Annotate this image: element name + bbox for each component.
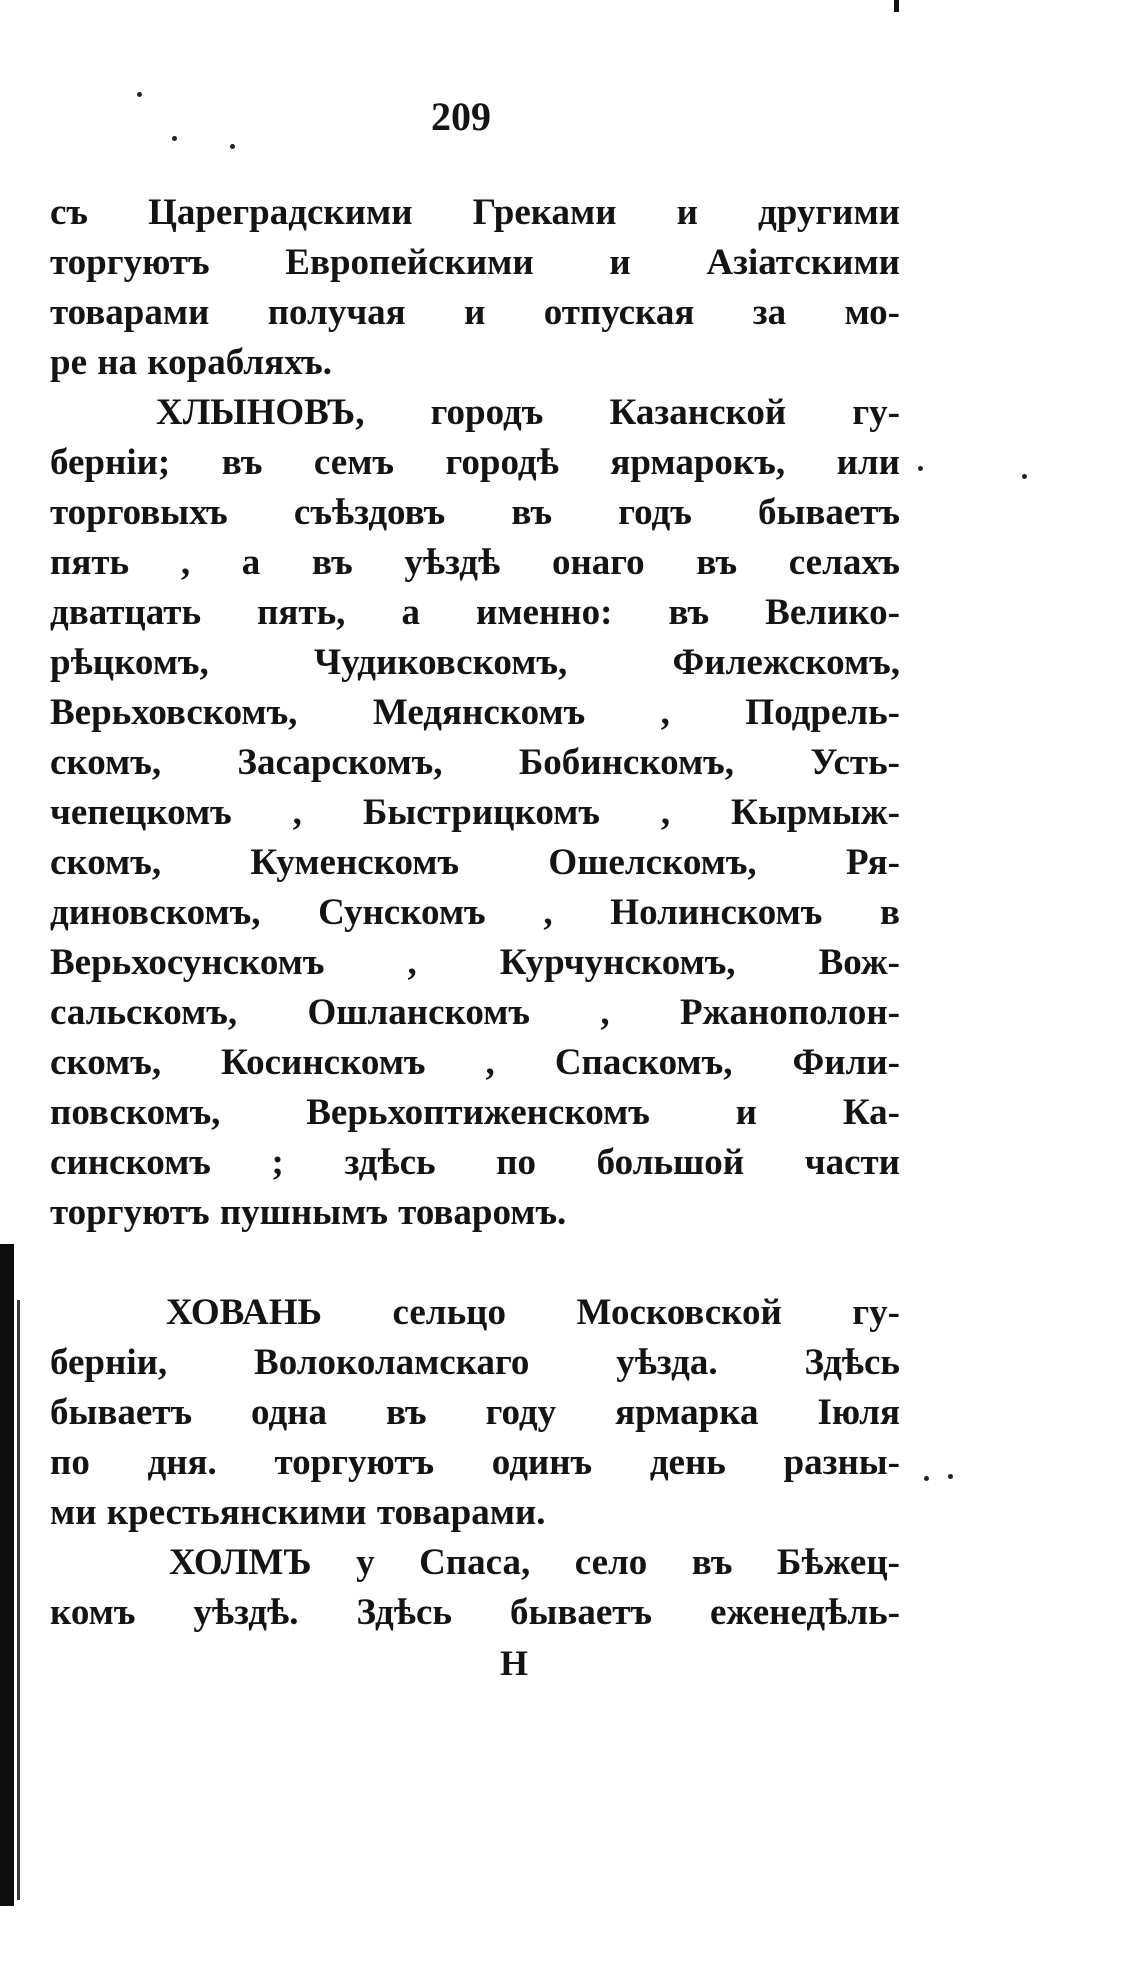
ink-speck: [137, 92, 142, 97]
text-line: товарами получая и отпуская за мо-: [50, 292, 900, 333]
text-line: комъ уѣздѣ. Здѣсь бываетъ еженедѣль-: [50, 1592, 900, 1633]
paragraph: [50, 388, 900, 1238]
text-line: диновскомъ, Сунскомъ , Нолинскомъ в: [50, 892, 900, 933]
ink-speck: [1022, 474, 1027, 479]
ink-speck: [924, 1476, 929, 1481]
paragraph: [50, 1288, 900, 1538]
text-line: синскомъ ; здѣсь по большой части: [50, 1142, 900, 1183]
paragraph: [50, 1538, 900, 1638]
ink-speck: [948, 1474, 953, 1479]
page-number: 209: [431, 94, 491, 139]
text-line: чепецкомъ , Быстрицкомъ , Кырмыж-: [50, 792, 900, 833]
text-line: берніи, Волоколамскаго уѣзда. Здѣсь: [50, 1342, 900, 1383]
signature-mark: Н: [500, 1643, 529, 1683]
text-line: скомъ, Косинскомъ , Спаскомъ, Фили-: [50, 1042, 900, 1083]
paragraph: [50, 188, 900, 388]
text-line: ХОВАНЬ сельцо Московской гу-: [166, 1292, 900, 1333]
ink-mark: [894, 0, 899, 12]
text-line: ХЛЫНОВЪ, городъ Казанской гу-: [156, 392, 900, 433]
text-line: бываетъ одна въ году ярмарка Іюля: [50, 1392, 900, 1433]
text-line: рѣцкомъ, Чудиковскомъ, Филежскомъ,: [50, 642, 900, 683]
text-line: дватцать пять, а именно: въ Велико-: [50, 592, 900, 633]
text-line: пять , а въ уѣздѣ онаго въ селахъ: [50, 542, 900, 583]
text-line: сальскомъ, Ошланскомъ , Ржанополон-: [50, 992, 900, 1033]
text-line: торговыхъ съѣздовъ въ годъ бываетъ: [50, 492, 900, 533]
text-line: скомъ, Засарскомъ, Бобинскомъ, Усть-: [50, 742, 900, 783]
ink-speck: [918, 466, 923, 471]
ink-speck: [230, 144, 235, 149]
text-block: [50, 188, 900, 1688]
text-line: Верьховскомъ, Медянскомъ , Подрель-: [50, 692, 900, 733]
text-line: ми крестьянскими товарами.: [50, 1492, 546, 1533]
ink-speck: [172, 136, 177, 141]
text-line: по дня. торгуютъ одинъ день разны-: [50, 1442, 900, 1483]
text-line: Верьхосунскомъ , Курчунскомъ, Вож-: [50, 942, 900, 983]
text-line: торгуютъ Европейскими и Азіатскими: [50, 242, 900, 283]
text-line: повскомъ, Верьхоптиженскомъ и Ка-: [50, 1092, 900, 1133]
text-line: скомъ, Куменскомъ Ошелскомъ, Ря-: [50, 842, 900, 883]
text-line: съ Цареградскими Греками и другими: [50, 192, 900, 233]
text-line: торгуютъ пушнымъ товаромъ.: [50, 1192, 567, 1233]
text-line: берніи; въ семъ городѣ ярмарокъ, или: [50, 442, 900, 483]
paragraph-spacer: [50, 1238, 900, 1288]
scan-edge-shadow: [0, 1244, 14, 1906]
scan-edge-line: [17, 1300, 20, 1900]
text-line: ХОЛМЪ у Спаса, село въ Бѣжец-: [169, 1542, 900, 1583]
text-line: ре на корабляхъ.: [50, 342, 332, 383]
